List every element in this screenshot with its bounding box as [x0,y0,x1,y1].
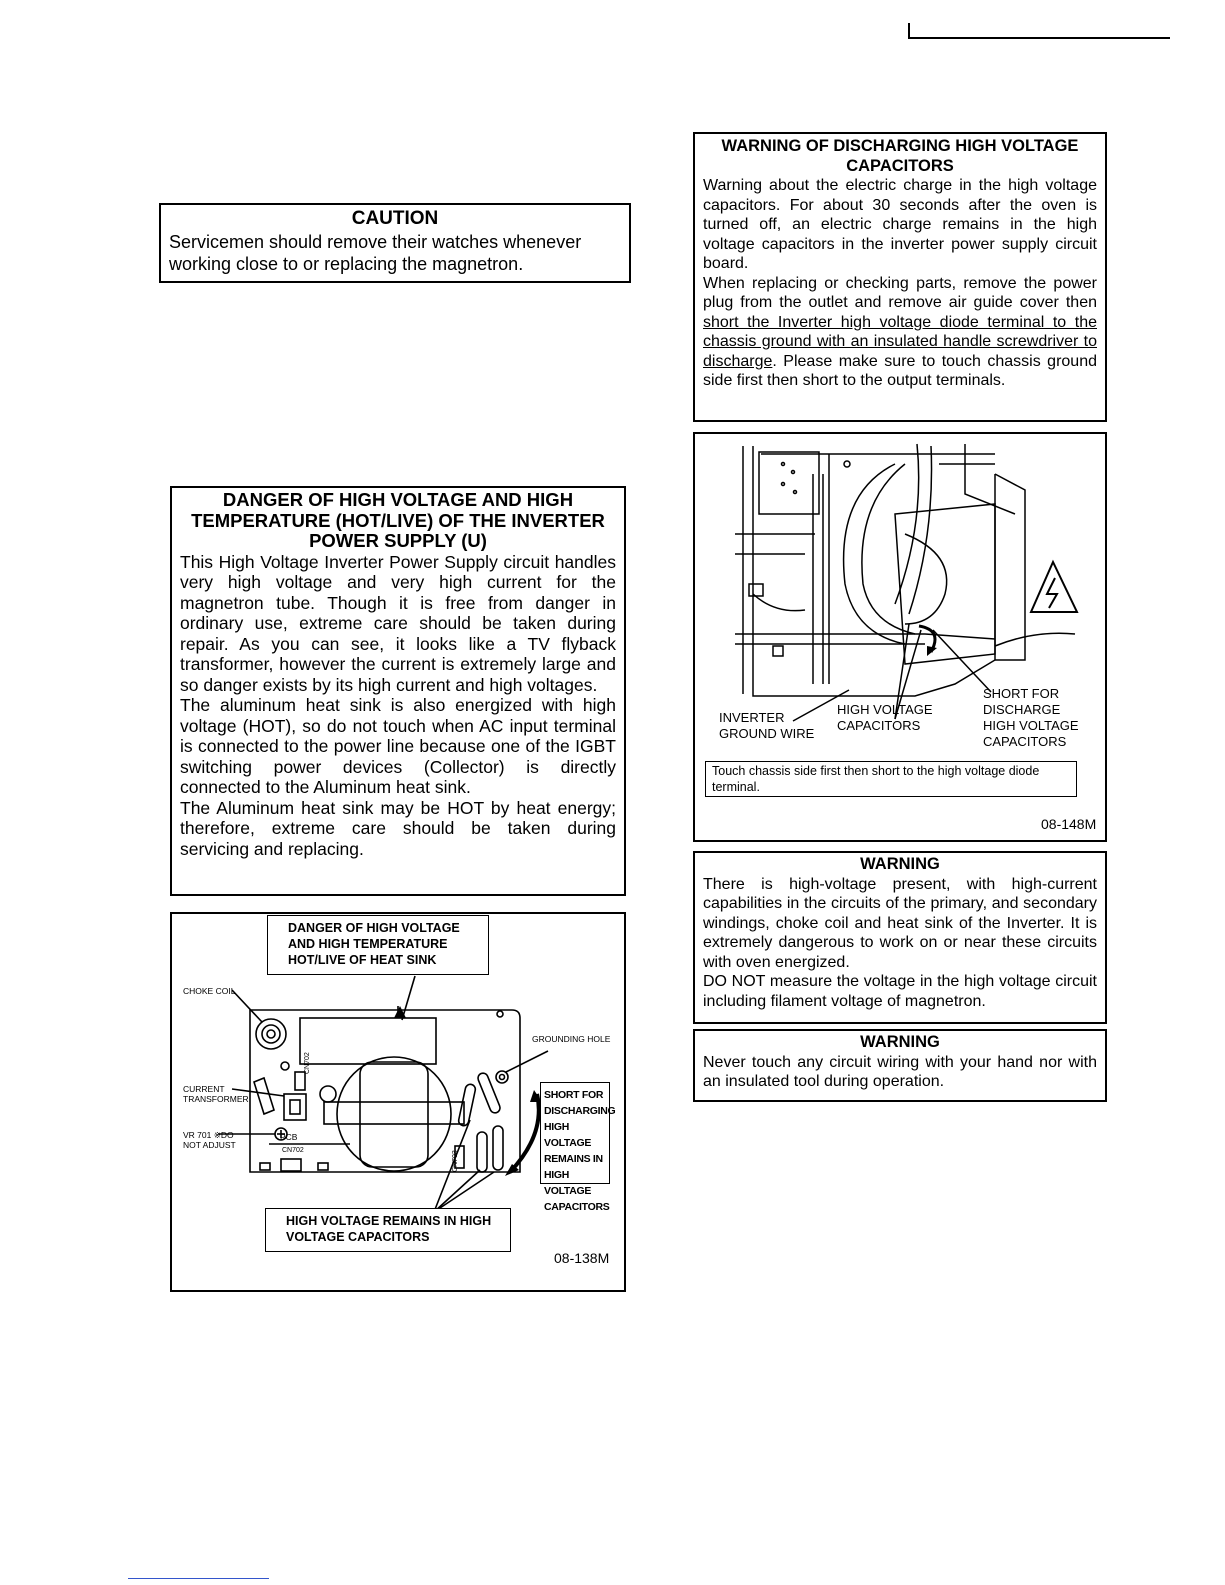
discharge-warning-title: WARNING OF DISCHARGING HIGH VOLTAGE CAPACITORS [721,137,1079,175]
grounding-hole-label: GROUNDING HOLE [532,1034,611,1044]
danger-box [170,486,626,896]
danger-title: DANGER OF HIGH VOLTAGE AND HIGH TEMPERATURE (HOT/LIVE) OF THE INVERTER POWER SUPPLY (U) [191,489,605,551]
heat-sink-danger-callout: DANGER OF HIGH VOLTAGE AND HIGH TEMPERATURE HOT/LIVE OF HEAT SINK [267,915,489,975]
vr701-label: VR 701 ※DO NOT ADJUST [183,1130,236,1150]
discharge-underlined-instruction: short the Inverter high voltage diode terminal to the chassis ground with an insulated handle screwdriver to discharge [703,313,1097,370]
cn703-label: CN703 [452,1150,459,1172]
discharge-warning-box [693,132,1107,422]
pcb-label: PCB [280,1132,298,1142]
cn702-bottom-label: CN702 [282,1147,304,1154]
discharge-warning-paragraph-1: Warning about the electric charge in the high voltage capacitors. For about 30 seconds after the oven is turned off, an electric charge remains in the high voltage capacitors in the inverter power supply circuit board. [703,177,1097,272]
warning-box-1 [693,851,1107,1024]
discharge-warning-paragraph-2: When replacing or checking parts, remove the power plug from the outlet and remove air guide cover then short the Inverter high voltage diode terminal to the chassis ground with an insulated handle screwdriver to discharge. Please make sure to touch chassis ground side first then short to the output terminals. [703,274,1097,389]
current-transformer-label: CURRENT TRANSFORMER [183,1084,249,1104]
inverter-ground-wire-label: INVERTER GROUND WIRE [719,710,815,741]
page-header-box [908,23,1170,39]
cn702-side-label: CN702 [304,1052,311,1074]
caution-title: CAUTION [351,208,439,229]
choke-coil-label: CHOKE COIL [183,986,236,996]
danger-paragraph-1: This High Voltage Inverter Power Supply circuit handles very high voltage and very high current for the magnetron tube. Though it is free from danger in ordinary use, extreme care should be taken during repair. As you can see, it looks like a TV flyback transformer, however the current is extremely large and so danger exists by its high current and high voltages. [180,551,616,695]
warning-1-paragraph-2: DO NOT measure the voltage in the high voltage circuit including filament voltage of magnetron. [703,973,1097,1010]
warning-1-paragraph-1: There is high-voltage present, with high-current capabilities in the circuits of the primary, and secondary windings, choke coil and heat sink of the Inverter. It is extremely dangerous to work on or near these circuits with oven energized. [703,875,1097,971]
chassis-figure-id: 08-148M [1041,816,1097,832]
danger-paragraph-3: The Aluminum heat sink may be HOT by heat energy; therefore, extreme care should be taken during servicing and replacing. [180,797,616,859]
inverter-board-figure [170,912,626,1292]
short-discharging-callout: SHORT FOR DISCHARGING HIGH VOLTAGE REMAINS IN HIGH VOLTAGE CAPACITORS [540,1082,610,1184]
chassis-note-text: Touch chassis side first then short to the high voltage diode terminal. [712,764,1040,794]
danger-paragraph-2: The aluminum heat sink is also energized with high voltage (HOT), so do not touch when AC input terminal is connected to the power line because one of the IGBT switching power devices (Collector) is directly connected to the Aluminum heat sink. [180,695,616,797]
short-for-discharge-label: SHORT FOR DISCHARGE HIGH VOLTAGE CAPACITORS [983,686,1079,749]
footer-link-line [128,1578,269,1579]
hv-capacitors-label: HIGH VOLTAGE CAPACITORS [837,702,933,733]
warning-box-2 [693,1029,1107,1102]
warning-1-title: WARNING [860,855,940,873]
warning-2-title: WARNING [860,1033,940,1051]
chassis-figure [693,432,1107,842]
hv-remains-callout: HIGH VOLTAGE REMAINS IN HIGH VOLTAGE CAPACITORS [265,1208,511,1252]
board-figure-id: 08-138M [554,1250,610,1266]
warning-2-text: Never touch any circuit wiring with your hand nor with an insulated tool during operation. [703,1053,1097,1090]
caution-text: Servicemen should remove their watches whenever working close to or replacing the magnetron. [169,232,582,274]
chassis-note-box [705,761,1077,797]
caution-box [159,203,631,283]
